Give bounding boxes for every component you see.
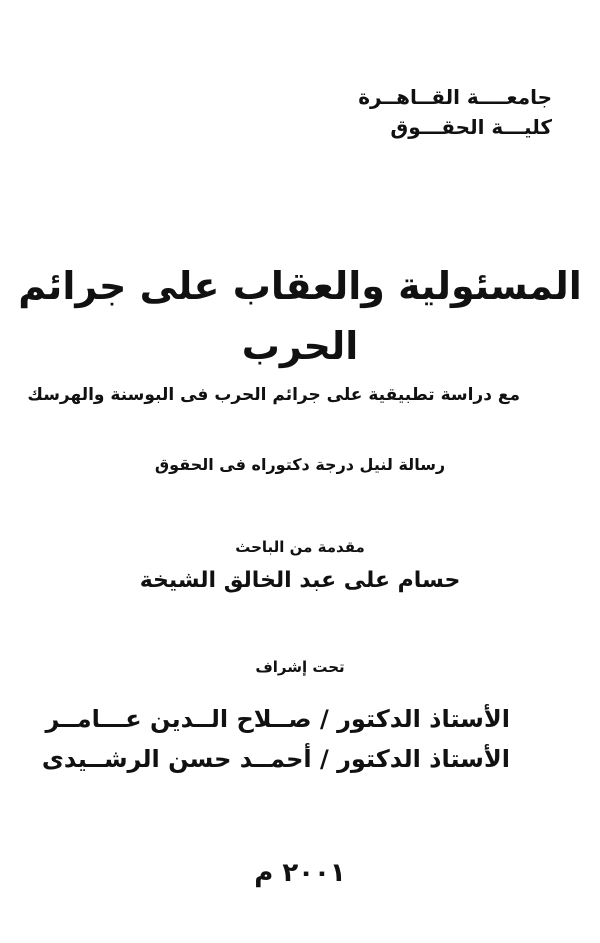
university-name: جامعــــة القــاهــرة: [358, 85, 552, 109]
supervision-label: تحت إشراف: [255, 658, 345, 676]
institution-header: [358, 82, 552, 142]
supervisor-2: الأستاذ الدكتور / أحمــد حسن الرشــيدى: [41, 745, 510, 773]
thesis-title-line-1: المسئولية والعقاب على جرائم: [18, 264, 582, 308]
thesis-subtitle: مع دراسة تطبيقية على جرائم الحرب فى البوسنة والهرسك: [27, 385, 520, 405]
faculty-name: كليـــة الحقـــوق: [390, 115, 552, 139]
presented-by-label: مقدمة من الباحث: [235, 538, 365, 556]
publication-year: ٢٠٠١ م: [254, 858, 346, 888]
researcher-name: حسام على عبد الخالق الشيخة: [139, 568, 461, 593]
thesis-title-line-2: الحرب: [241, 324, 359, 368]
degree-statement: رسالة لنيل درجة دكتوراه فى الحقوق: [154, 455, 446, 474]
supervisor-1: الأستاذ الدكتور / صــلاح الــدين عـــامــر: [45, 705, 510, 733]
